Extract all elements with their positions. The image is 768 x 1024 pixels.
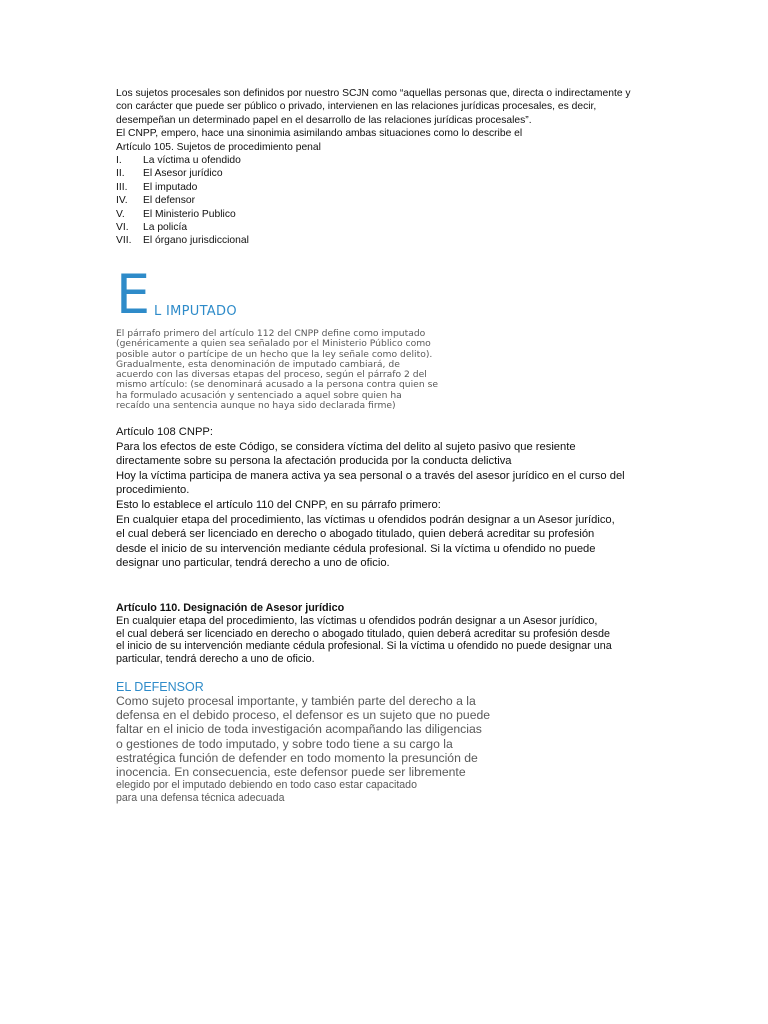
list-label: El imputado bbox=[143, 181, 198, 193]
intro-line: Artículo 105. Sujetos de procedimiento penal bbox=[116, 141, 321, 153]
article-110-section bbox=[116, 602, 656, 666]
article-108-line: procedimiento. bbox=[116, 484, 190, 497]
list-number: II. bbox=[116, 168, 125, 180]
list-item bbox=[116, 181, 656, 194]
defensor-line: para una defensa técnica adecuada bbox=[116, 792, 285, 805]
imputado-heading-text: L IMPUTADO bbox=[154, 304, 237, 319]
article-108-line: Artículo 108 CNPP: bbox=[116, 426, 214, 438]
article-110-title: Artículo 110. Designación de Asesor jurídico bbox=[116, 602, 345, 614]
article-110-line: particular, tendrá derecho a uno de oficio. bbox=[116, 653, 315, 666]
article-108-line: En cualquier etapa del procedimiento, las víctimas u ofendidos podrán designar a un Asesor jurídico, bbox=[116, 513, 615, 526]
intro-line: El CNPP, empero, hace una sinonimia asimilando ambas situaciones como lo describe el bbox=[116, 128, 523, 140]
list-label: La víctima u ofendido bbox=[143, 155, 241, 167]
article-108-line: Para los efectos de este Código, se considera víctima del delito al sujeto pasivo que resiente bbox=[116, 440, 576, 453]
imputado-paragraph: El párrafo primero del artículo 112 del CNPP define como imputado (genéricamente a quien sea señalado por el Ministerio Público como posible autor o partícipe de un hecho que la ley señale como delito). Gradualmente, esta denominación de imputado cambiará, de acuerdo con las diversas etapas del proceso, según el párrafo 2 del mismo artículo: (se denominará acusado a la persona contra quien se ha formulado acusación y sentenciado a aquel sobre quien ha recaído una sentencia aunque no haya sido declarada firme) bbox=[116, 328, 439, 412]
list-item bbox=[116, 167, 656, 180]
article-108-line: directamente sobre su persona la afectación producida por la conducta delictiva bbox=[116, 455, 512, 468]
list-item bbox=[116, 234, 656, 247]
procedural-subjects-list bbox=[116, 154, 656, 248]
list-item bbox=[116, 208, 656, 221]
defensor-line: estratégica función de defender en todo momento la presunción de bbox=[116, 750, 478, 765]
list-label: El órgano jurisdiccional bbox=[143, 235, 249, 247]
list-number: V. bbox=[116, 208, 125, 220]
article-108-section bbox=[116, 425, 656, 571]
list-label: El defensor bbox=[143, 195, 196, 207]
article-108-line: Esto lo establece el artículo 110 del CNPP, en su párrafo primero: bbox=[116, 498, 441, 511]
article-108-line: el cual deberá ser licenciado en derecho o abogado titulado, quien deberá acreditar su profesión bbox=[116, 528, 595, 541]
article-110-line: En cualquier etapa del procedimiento, las víctimas u ofendidos podrán designar a un Asesor jurídico, bbox=[116, 614, 598, 627]
list-label: El Ministerio Publico bbox=[143, 208, 236, 220]
defensor-line: o gestiones de todo imputado, y sobre todo tiene a su cargo la bbox=[116, 736, 453, 751]
list-number: VI. bbox=[116, 222, 129, 234]
imputado-heading bbox=[116, 263, 237, 326]
list-number: IV. bbox=[116, 195, 128, 207]
intro-line: Los sujetos procesales son definidos por nuestro SCJN como “aquellas personas que, directa o indirectamente y bbox=[116, 88, 631, 99]
article-110-line: el inicio de su intervención mediante cédula profesional. Si la víctima u ofendido no puede designar una bbox=[116, 640, 612, 653]
list-item bbox=[116, 194, 656, 207]
article-108-line: desde el inicio de su intervención mediante cédula profesional. Si la víctima u ofendido no puede bbox=[116, 542, 596, 555]
defensor-line: faltar en el inicio de toda investigación acompañando las diligencias bbox=[116, 722, 482, 737]
article-110-line: el cual deberá ser licenciado en derecho o abogado titulado, quien deberá acreditar su profesión desde bbox=[116, 627, 610, 640]
list-number: I. bbox=[116, 155, 122, 167]
intro-line: con carácter que puede ser público o privado, intervienen en las relaciones jurídicas procesales, es decir, bbox=[116, 101, 597, 113]
list-item bbox=[116, 221, 656, 234]
drop-cap-letter: E bbox=[116, 263, 151, 326]
defensor-line: elegido por el imputado debiendo en todo caso estar capacitado bbox=[116, 779, 417, 792]
defensor-line: inocencia. En consecuencia, este defensor puede ser libremente bbox=[116, 765, 466, 780]
defensor-paragraph bbox=[116, 694, 536, 805]
list-number: VII. bbox=[116, 235, 132, 247]
defensor-line: defensa en el debido proceso, el defensor es un sujeto que no puede bbox=[116, 708, 491, 723]
list-item bbox=[116, 154, 656, 167]
article-108-line: Hoy la víctima participa de manera activa ya sea personal o a través del asesor jurídico en el curso del bbox=[116, 469, 625, 482]
intro-line: desempeñan un determinado papel en el desarrollo de las relaciones jurídicas procesales”. bbox=[116, 114, 532, 126]
article-108-line: designar uno particular, tendrá derecho a uno de oficio. bbox=[116, 557, 390, 570]
list-label: La policía bbox=[143, 222, 188, 234]
list-label: El Asesor jurídico bbox=[143, 168, 223, 180]
list-number: III. bbox=[116, 181, 128, 193]
defensor-heading: EL DEFENSOR bbox=[116, 680, 204, 694]
defensor-line: Como sujeto procesal importante, y también parte del derecho a la bbox=[116, 694, 476, 708]
intro-section bbox=[116, 87, 656, 248]
